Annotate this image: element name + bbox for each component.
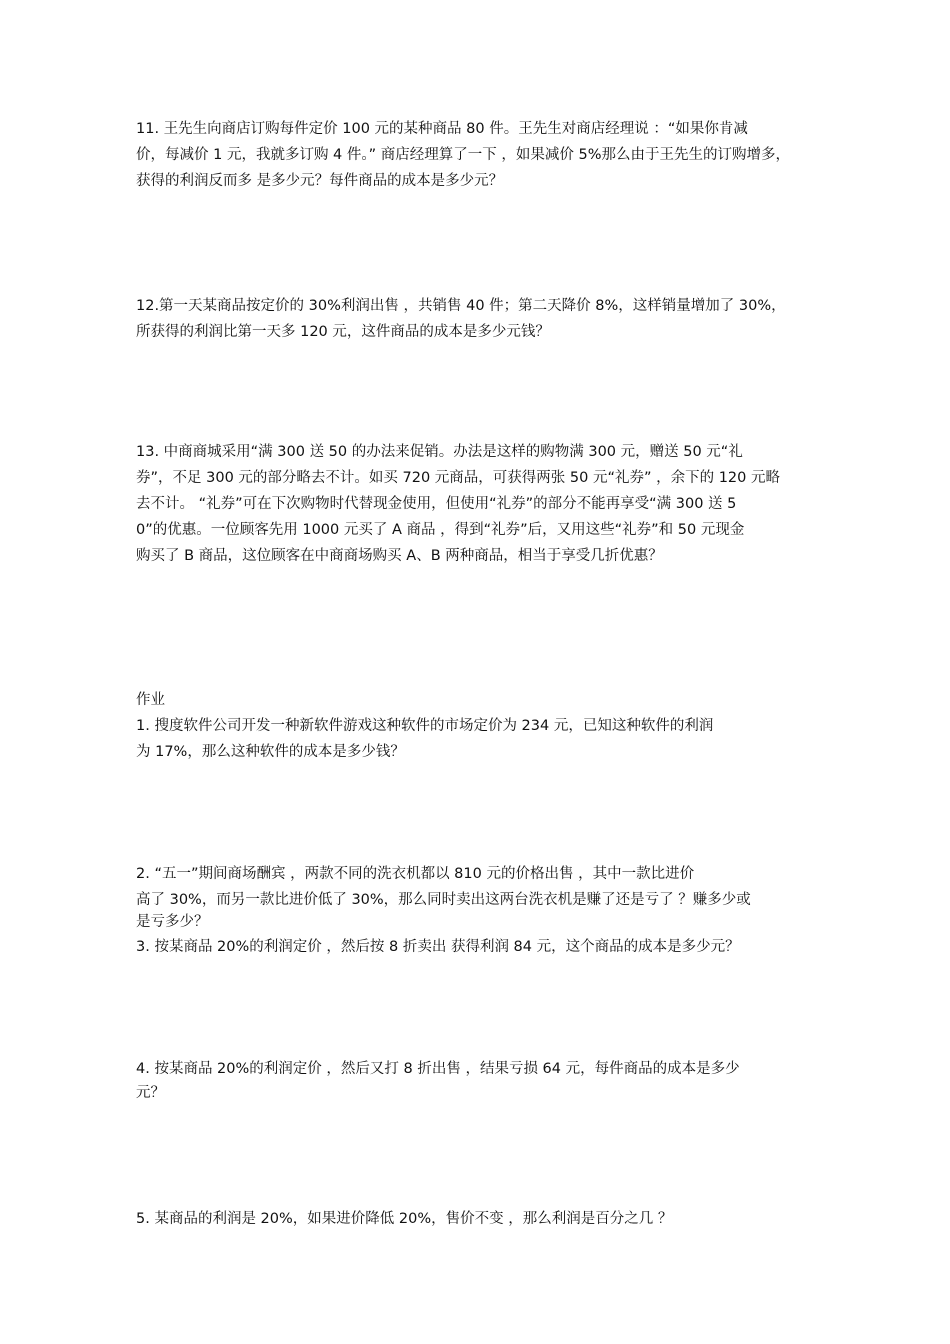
homework-4-line-1: 4. 按某商品 20%的利润定价 ，然后又打 8 折出售 ，结果亏损 64 元，每件商品的成本是多少	[136, 1061, 740, 1077]
homework-2-line-2: 高了 30%，而另一款比进价低了 30%，那么同时卖出这两台洗衣机是赚了还是亏了 ？赚多少或	[136, 892, 751, 908]
problem-11-line-2: 价，每减价 1 元，我就多订购 4 件。” 商店经理算了一下 ，如果减价 5%那么由于王先生的订购增多，	[136, 147, 790, 163]
problem-12-line-1: 12.第一天某商品按定价的 30%利润出售 ，共销售 40 件；第二天降价 8%，这样销量增加了 30%，	[136, 298, 786, 314]
homework-2-line-1: 2. “五一”期间商场酬宾 ，两款不同的洗衣机都以 810 元的价格出售 ，其中一款比进价	[136, 866, 695, 882]
problem-13-line-1: 13. 中商商城采用“满 300 送 50 的办法来促销。办法是这样的购物满 300 元，赠送 50 元“礼	[136, 444, 743, 460]
problem-13-line-2: 券”，不足 300 元的部分略去不计。如买 720 元商品，可获得两张 50 元“礼券” ，余下的 120 元略	[136, 470, 780, 486]
homework-5-line-1: 5. 某商品的利润是 20%，如果进价降低 20%，售价不变 ，那么利润是百分之几 ？	[136, 1211, 673, 1227]
homework-1-line-2: 为 17%，那么这种软件的成本是多少钱？	[136, 744, 405, 760]
homework-3-line-1: 3. 按某商品 20%的利润定价 ，然后按 8 折卖出 获得利润 84 元，这个商品的成本是多少元？	[136, 939, 740, 955]
problem-13-line-3: 去不计。 “礼券”可在下次购物时代替现金使用，但使用“礼券”的部分不能再享受“满 300 送 5	[136, 496, 737, 512]
problem-13-line-4: 0”的优惠。一位顾客先用 1000 元买了 A 商品 ，得到“礼券”后，又用这些“礼券”和 50 元现金	[136, 522, 745, 538]
problem-12-line-2: 所获得的利润比第一天多 120 元，这件商品的成本是多少元钱？	[136, 324, 550, 340]
problem-11-line-3: 获得的利润反而多 是多少元？每件商品的成本是多少元？	[136, 173, 504, 189]
homework-2-line-3: 是亏多少？	[136, 914, 209, 930]
homework-title: 作业	[136, 692, 165, 708]
problem-11-line-1: 11. 王先生向商店订购每件定价 100 元的某种商品 80 件。王先生对商店经理说 ：“如果你肯减	[136, 121, 748, 137]
problem-13-line-5: 购买了 B 商品，这位顾客在中商商场购买 A、B 两种商品，相当于享受几折优惠？	[136, 548, 663, 564]
homework-4-line-2: 元？	[136, 1085, 165, 1101]
homework-1-line-1: 1. 搜度软件公司开发一种新软件游戏这种软件的市场定价为 234 元，已知这种软件的利润	[136, 718, 714, 734]
